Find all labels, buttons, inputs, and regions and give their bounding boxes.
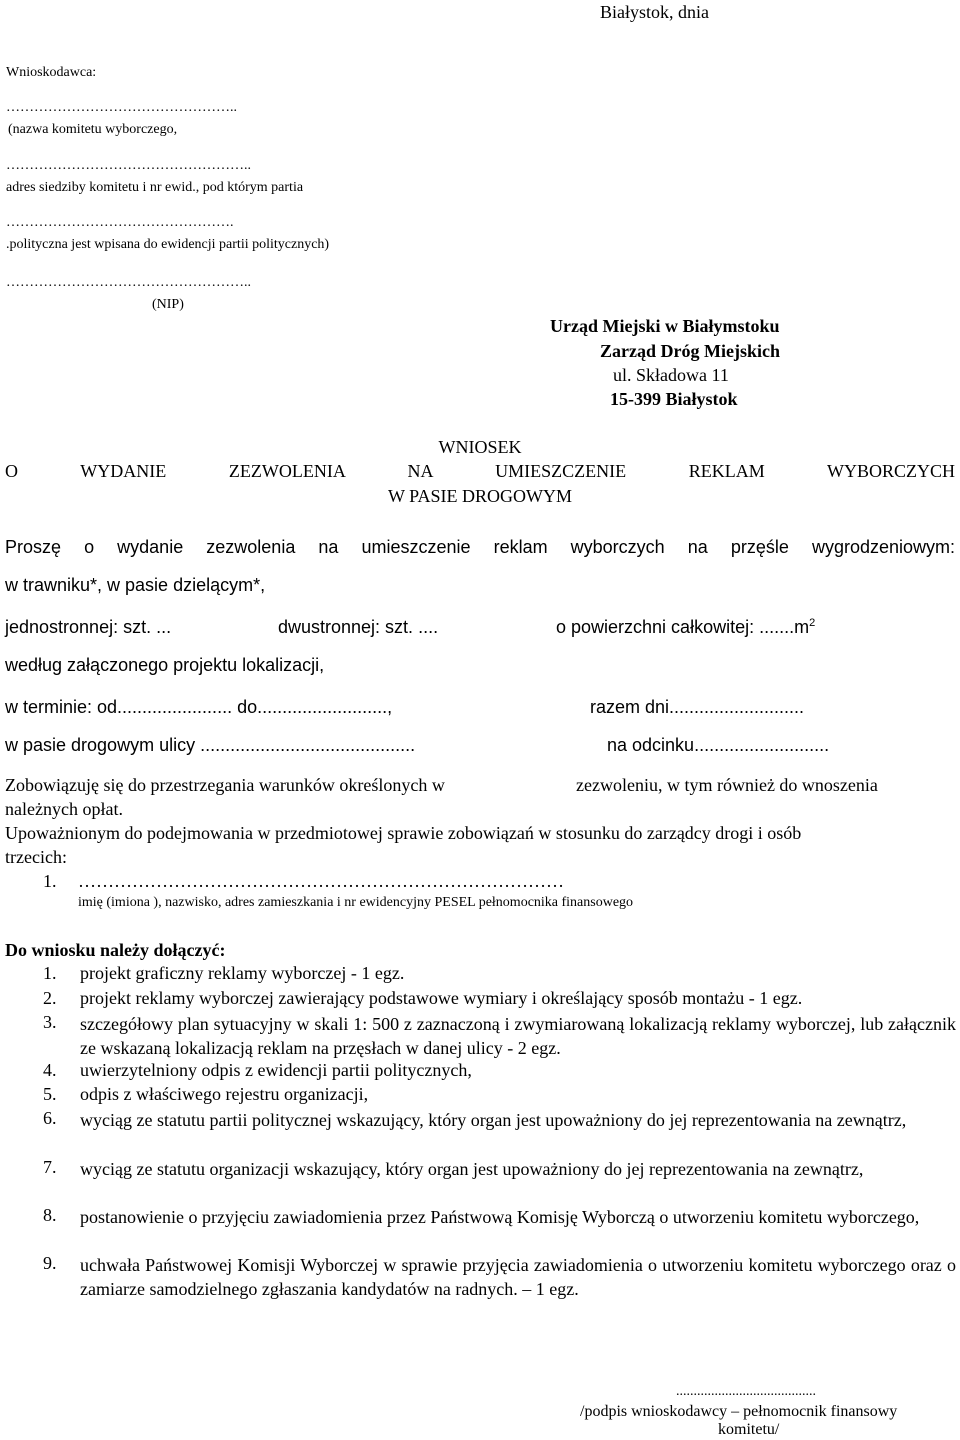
request-period: w terminie: od....................... do.........................., [5,697,393,717]
list-item-number: 8. [43,1205,57,1225]
title-wniosek: WNIOSEK [438,437,522,457]
applicant-dots-4: …………………………………………….. [6,275,251,290]
recipient-department: Zarząd Dróg Miejskich [600,341,780,361]
request-days: razem dni........................... [590,697,805,717]
applicant-nip: (NIP) [152,297,184,312]
applicant-dots-1: ………………………………………….. [6,100,237,115]
list-item-text: wyciąg ze statutu organizacji wskazujący, który organ jest upoważniony do jej reprezentowania na zewnątrz, [80,1159,864,1179]
request-line-4: według załączonego projektu lokalizacji, [5,655,325,675]
list-item-text: projekt reklamy wyborczej zawierający podstawowe wymiary i określający sposób montażu - 1 egz. [80,988,803,1008]
obligation-line-2a: Upoważnionym do podejmowania w przedmiotowej sprawie zobowiązań w stosunku do zarządcy drogi i osób [5,823,802,843]
list-item-number: 4. [43,1060,57,1080]
recipient-city: 15-399 Białystok [610,389,738,409]
request-street: w pasie drogowym ulicy ........................................... [5,735,416,755]
place-date: Białystok, dnia [600,2,709,22]
recipient-street: ul. Składowa 11 [613,365,729,385]
applicant-address: adres siedziby komitetu i nr ewid., pod którym partia [6,180,304,195]
obligation-line-1a: Zobowiązuję się do przestrzegania warunków określonych w [5,775,445,795]
request-total-area-text: o powierzchni całkowitej: .......m [556,617,810,637]
list-item-text: projekt graficzny reklamy wyborczej - 1 egz. [80,963,405,983]
applicant-committee-name: (nazwa komitetu wyborczego, [8,122,178,137]
signature-label-2: komitetu/ [718,1421,780,1438]
list-item-number: 6. [43,1108,57,1128]
signature-label: /podpis wnioskodawcy – pełnomocnik finansowy [580,1403,898,1420]
applicant-dots-2: …………………………………………….. [6,158,251,173]
request-line-1: Proszę o wydanie zezwolenia na umieszczenie reklam wyborczych na przęśle wygrodzeniowym: [5,537,955,557]
title-sub: W PASIE DROGOWYM [387,486,573,506]
request-section-length: na odcinku........................... [607,735,830,755]
recipient-office: Urząd Miejski w Białymstoku [550,316,780,336]
applicant-party-registry: .polityczna jest wpisana do ewidencji partii politycznych) [6,237,330,252]
list-item-text: uchwała Państwowej Komisji Wyborczej w sprawie przyjęcia zawiadomienia o utworzeniu komitetu wyborczego oraz o zamiarze samodzielnego zgłaszania kandydatów na radnych. – 1 egz. [80,1255,956,1299]
request-area-unit-sup: 2 [809,617,816,629]
request-single-sided: jednostronnej: szt. ... [5,617,172,637]
obligation-line-2b: trzecich: [5,847,67,867]
list-item-text: uwierzytelniony odpis z ewidencji partii politycznych, [80,1060,472,1080]
list-item-number: 1. [43,963,57,983]
list-item-number: 7. [43,1157,57,1177]
applicant-label: Wnioskodawca: [6,65,97,80]
applicant-dots-3: …………………………………………. [6,215,234,230]
title-main: O WYDANIE ZEZWOLENIA NA UMIESZCZENIE REKLAM WYBORCZYCH [5,461,955,481]
attachments-heading: Do wniosku należy dołączyć: [5,940,226,960]
obligation-line-1c: należnych opłat. [5,799,123,819]
obligation-item-number: 1. [43,871,57,891]
request-double-sided: dwustronnej: szt. .... [278,617,439,637]
obligation-item-dots: ……………………………………………………………………… [78,871,564,891]
list-item-text: szczegółowy plan sytuacyjny w skali 1: 500 z zaznaczoną i zwymiarowaną lokalizacją reklamy wyborczej, lub załącznik ze wskazaną lokalizacją reklam na przęsłach w danej ulicy - 2 egz. [80,1014,956,1058]
list-item-number: 5. [43,1084,57,1104]
list-item-text: wyciąg ze statutu partii politycznej wskazujący, który organ jest upoważniony do jej reprezentowania na zewnątrz, [80,1110,907,1130]
list-item-text: postanowienie o przyjęciu zawiadomienia przez Państwową Komisję Wyborczą o utworzeniu komitetu wyborczego, [80,1207,920,1227]
signature-dots: ........................................ [676,1384,816,1399]
list-item-text: odpis z właściwego rejestru organizacji, [80,1084,369,1104]
list-item-number: 2. [43,988,57,1008]
obligation-line-1b: zezwoleniu, w tym również do wnoszenia [576,775,878,795]
list-item-number: 3. [43,1012,57,1032]
obligation-item-caption: imię (imiona ), nazwisko, adres zamieszkania i nr ewidencyjny PESEL pełnomocnika finansowego [78,895,634,910]
list-item-number: 9. [43,1253,57,1273]
request-line-2: w trawniku*, w pasie dzielącym*, [5,575,266,595]
request-total-area [556,617,815,638]
